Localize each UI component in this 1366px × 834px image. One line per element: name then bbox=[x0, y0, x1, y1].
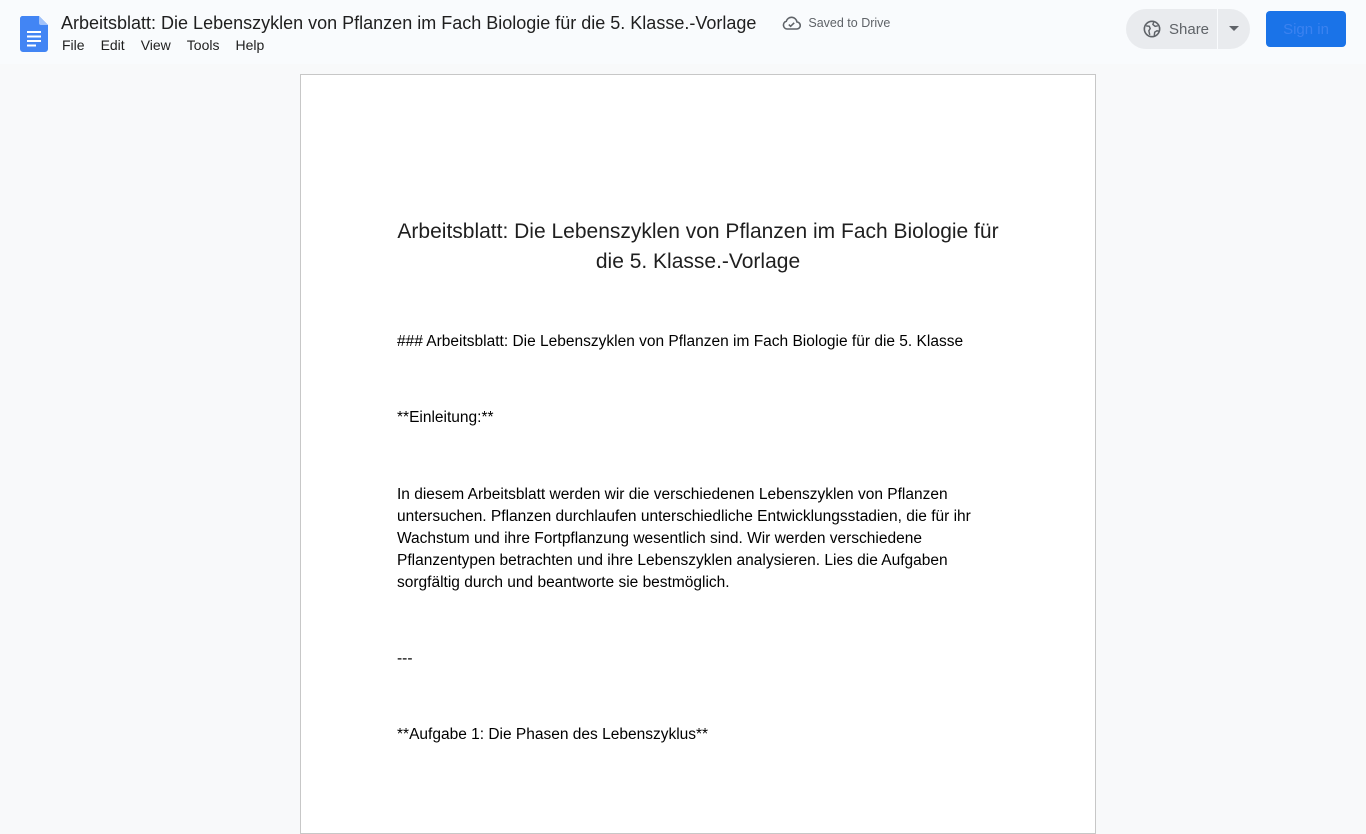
share-options-button[interactable] bbox=[1218, 9, 1250, 49]
globe-icon bbox=[1143, 20, 1161, 38]
document-title[interactable]: Arbeitsblatt: Die Lebenszyklen von Pflanzen im Fach Biologie für die 5. Klasse.-Vorlage bbox=[61, 12, 757, 33]
menubar bbox=[54, 36, 272, 56]
saved-status-label: Saved to Drive bbox=[808, 16, 891, 30]
menu-help[interactable]: Help bbox=[235, 37, 265, 53]
cloud-done-icon bbox=[782, 16, 801, 30]
caret-down-icon bbox=[1229, 26, 1239, 32]
saved-status[interactable] bbox=[782, 16, 890, 30]
document-heading: Arbeitsblatt: Die Lebenszyklen von Pflanzen im Fach Biologie für die 5. Klasse.-Vorlage bbox=[397, 220, 999, 273]
doc-paragraph-subheading: ### Arbeitsblatt: Die Lebenszyklen von Pflanzen im Fach Biologie für die 5. Klasse bbox=[397, 333, 964, 350]
doc-paragraph-intro-label: **Einleitung:** bbox=[397, 409, 494, 426]
document-page[interactable] bbox=[300, 74, 1096, 834]
sign-in-button[interactable]: Sign in bbox=[1266, 11, 1346, 47]
doc-paragraph-task-1: **Aufgabe 1: Die Phasen des Lebenszyklus** bbox=[397, 726, 709, 743]
doc-paragraph-separator: --- bbox=[397, 650, 413, 667]
title-row bbox=[61, 11, 890, 35]
share-label: Share bbox=[1169, 20, 1210, 38]
menu-view[interactable]: View bbox=[140, 37, 171, 53]
doc-paragraph-intro: In diesem Arbeitsblatt werden wir die verschiedenen Lebenszyklen von Pflanzen untersuchen. Pflanzen durchlaufen unterschiedliche Entwicklungsstadien, die für ihr Wachstum und ihre Fortpflanzung wesentlich sind. Wir werden verschiedene Pflanzentypen betrachten und ihre Lebenszyklen analysieren. Lies die Aufgaben sorgfältig durch und beantworte sie bestmöglich. bbox=[397, 486, 971, 591]
google-docs-icon[interactable] bbox=[20, 16, 48, 52]
menu-edit[interactable]: Edit bbox=[100, 37, 125, 53]
menu-file[interactable]: File bbox=[62, 37, 85, 53]
share-button-group bbox=[1126, 9, 1250, 49]
share-button[interactable] bbox=[1126, 9, 1217, 49]
app-header bbox=[0, 0, 1366, 64]
menu-tools[interactable]: Tools bbox=[186, 37, 220, 53]
